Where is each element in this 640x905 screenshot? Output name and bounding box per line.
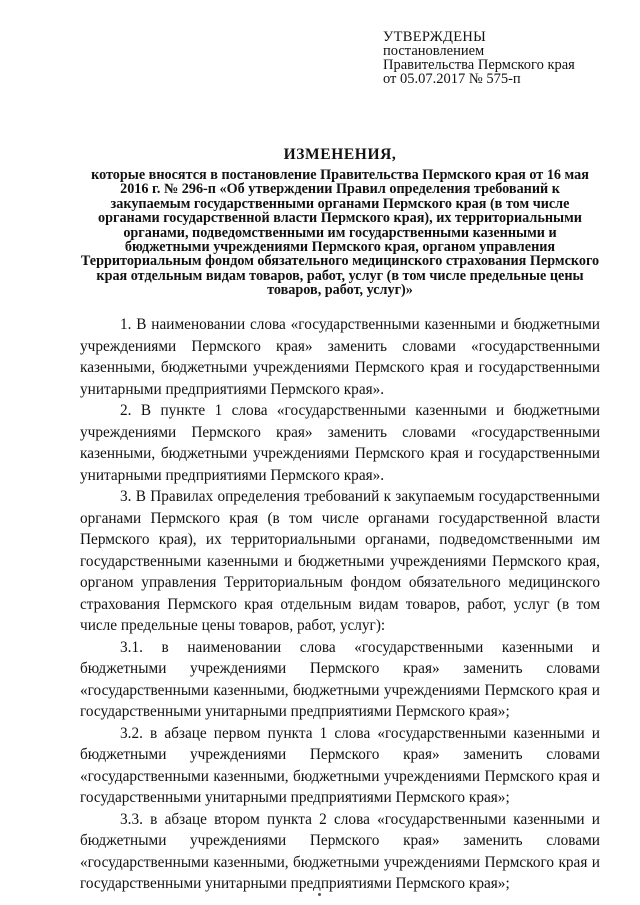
page-mark: [318, 893, 321, 896]
paragraph-3: 3. В Правилах определения требований к закупаемым государственными органами Пермского края (в том числе органами государственной власти Пермского края), их территориальными органами, подведомственными им государственными казенными и бюджетными учреждениями Пермского края, органом управления Территориальным фондом обязательного медицинского страхования Пермского края отдельным видам товаров, работ, услуг (в том числе предельные цены товаров, работ, услуг):: [80, 488, 600, 634]
approval-stamp: [383, 30, 623, 86]
approval-line-date-number: от 05.07.2017 № 575-п: [383, 71, 521, 87]
document-title-block: [80, 146, 600, 298]
document-subtitle: которые вносятся в постановление Правительства Пермского края от 16 мая 2016 г. № 296-п «Об утверждении Правил определения требований к закупаемым государственными органами Пермского края (в том числе органами государственной власти Пермского края), их территориальными органами, подведомственными им государственными казенными и бюджетными учреждениями Пермского края, органом управления Территориальным фондом обязательного медицинского страхования Пермского края отдельным видам товаров, работ, услуг (в том числе предельные цены товаров, работ, услуг)»: [80, 167, 600, 299]
approval-line-resolution: постановлением: [383, 43, 485, 59]
paragraph-3-3: 3.3. в абзаце втором пункта 2 слова «государственными казенными и бюджетными учреждениями Пермского края» заменить словами «государственными казенными, бюджетными учреждениями Пермского края и государственными унитарными предприятиями Пермского края»;: [80, 810, 600, 892]
document-body: [80, 314, 600, 895]
paragraph-3-1: 3.1. в наименовании слова «государственными казенными и бюджетными учреждениями Пермского края» заменить словами «государственными казенными, бюджетными учреждениями Пермского края и государственными унитарными предприятиями Пермского края»;: [80, 638, 600, 720]
paragraph-2: 2. В пункте 1 слова «государственными казенными и бюджетными учреждениями Пермского края» заменить словами «государственными казенными, бюджетными учреждениями Пермского края и государственными унитарными предприятиями Пермского края».: [80, 402, 600, 484]
paragraph-1: 1. В наименовании слова «государственными казенными и бюджетными учреждениями Пермского края» заменить словами «государственными казенными, бюджетными учреждениями Пермского края и государственными унитарными предприятиями Пермского края».: [80, 316, 600, 398]
approval-title: УТВЕРЖДЕНЫ: [383, 29, 487, 45]
paragraph-3-2: 3.2. в абзаце первом пункта 1 слова «государственными казенными и бюджетными учреждениями Пермского края» заменить словами «государственными казенными, бюджетными учреждениями Пермского края и государственными унитарными предприятиями Пермского края»;: [80, 724, 600, 806]
approval-line-government: Правительства Пермского края: [383, 57, 575, 73]
document-heading: ИЗМЕНЕНИЯ,: [283, 146, 397, 163]
